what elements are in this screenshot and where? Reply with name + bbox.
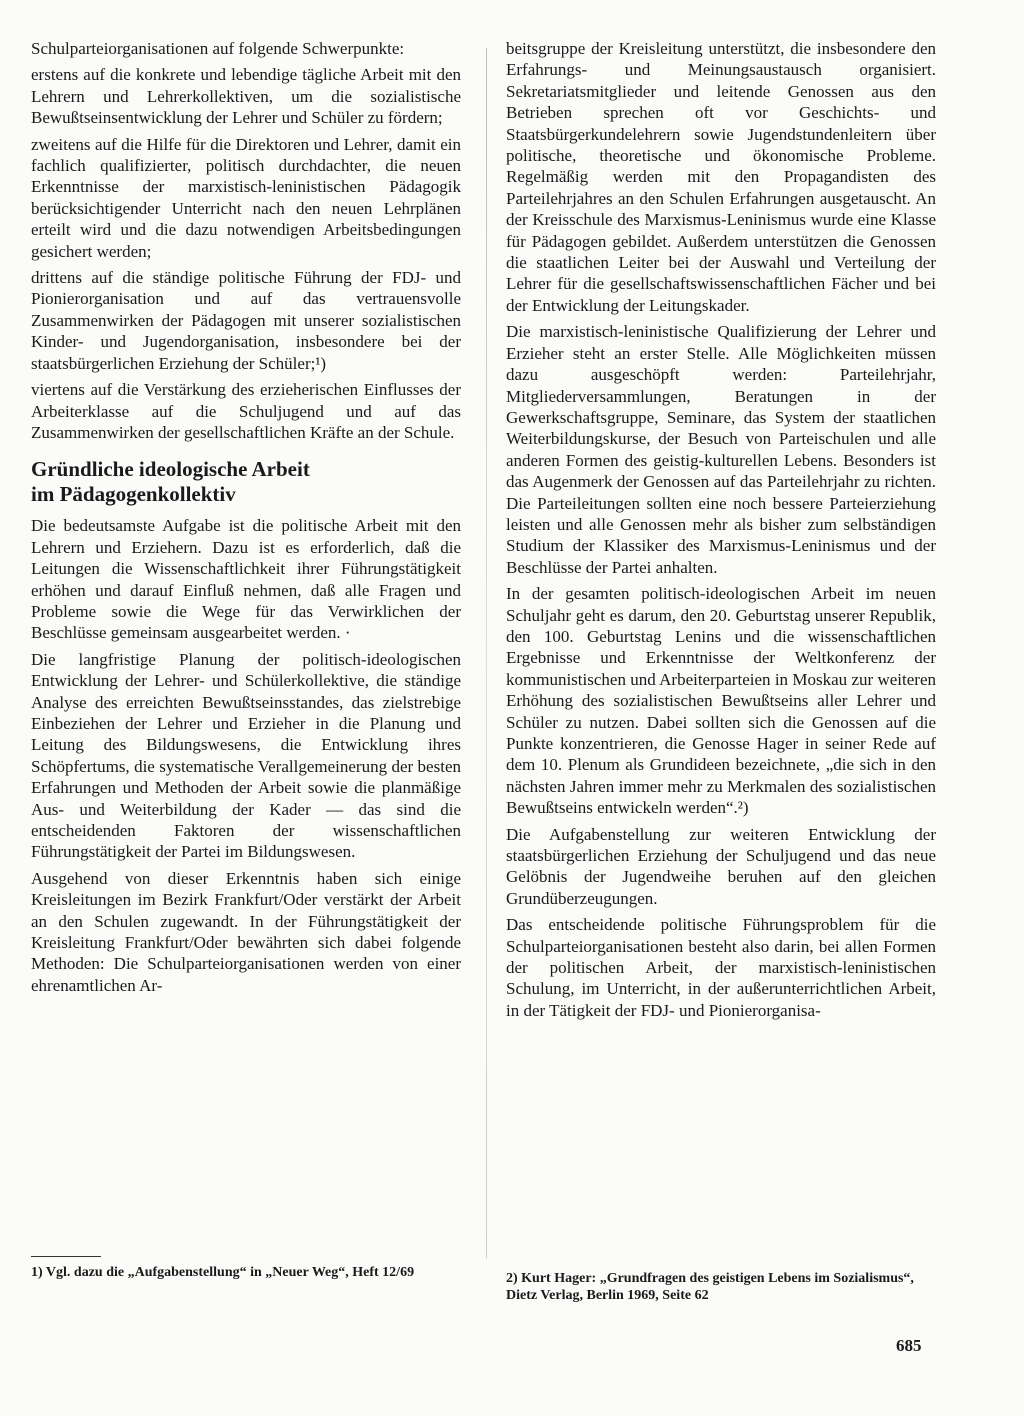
footnote-rule-left xyxy=(31,1256,101,1257)
left-paragraph: erstens auf die konkrete und lebendige tägliche Arbeit mit den Lehrern und Lehrerkollektiven, um die sozialistische Bewußtseinsentwicklung der Lehrer und Schüler zu fördern; xyxy=(31,65,461,128)
right-paragraph: beitsgruppe der Kreisleitung unterstützt, die insbesondere den Erfahrungs- und Meinungsaustausch organisiert. Sekretariatsmitglieder und leitende Genossen aus den Betrieben sprechen oft vor Geschichts- und Staatsbürgerkundelehrern sowie Jugendstundenleitern über politische, theoretische und ökonomische Probleme. Regelmäßig werden mit den Propagandisten des Parteilehrjahres an den Schulen Erfahrungen ausgetauscht. An der Kreisschule des Marxismus-Leninismus wurde eine Klasse für Pädagogen gebildet. Außerdem unterstützen die Genossen die staatlichen Leiter bei der Auswahl und Verteilung der Lehrer für die gesellschaftswissenschaftlichen Fächer und bei der Entwicklung der Leitungskader. xyxy=(506,39,936,315)
left-paragraph: drittens auf die ständige politische Führung der FDJ- und Pionierorganisation und auf das vertrauensvolle Zusammenwirken der Pädagogen mit unserer sozialistischen Kinder- und Jugendorganisation, insbesondere bei der staatsbürgerlichen Erziehung der Schüler;¹) xyxy=(31,268,461,373)
left-paragraph: Die langfristige Planung der politisch-ideologischen Entwicklung der Lehrer- und Schülerkollektive, die ständige Analyse des erreichten Bewußtseinsstandes, das zielstrebige Einbeziehen der Lehrer und Erzieher in die Planung und Leitung des Bildungswesens, die Entwicklung ihres Schöpfertums, die systematische Verallgemeinerung der besten Erfahrungen und Methoden der Arbeit sowie die planmäßige Aus- und Weiterbildung der Kader — das sind die entscheidenden Faktoren der wissenschaftlichen Führungstätigkeit der Partei im Bildungswesen. xyxy=(31,649,461,862)
left-paragraph: Ausgehend von dieser Erkenntnis haben sich einige Kreisleitungen im Bezirk Frankfurt/Oder verstärkt der Arbeit an den Schulen zugewandt. In der Führungstätigkeit der Kreisleitung Frankfurt/Oder bewährten sich dabei folgende Methoden: Die Schulparteiorganisationen werden von einer ehrenamtlichen Ar- xyxy=(31,868,461,995)
section-heading xyxy=(31,457,461,507)
left-paragraph: Schulparteiorganisationen auf folgende Schwerpunkte: xyxy=(31,39,405,58)
right-paragraph: In der gesamten politisch-ideologischen Arbeit im neuen Schuljahr geht es darum, den 20. Geburtstag unserer Republik, den 100. Geburtstag Lenins und die wissenschaftlichen Ergebnisse und Erkenntnisse der Weltkonferenz der kommunistischen und Arbeiterparteien in Moskau zur weiteren Erhöhung des sozialistischen Bewußtseins aller Lehrer und Schüler zu nutzen. Dabei sollten sich die Genossen auf die Punkte konzentrieren, die Genosse Hager in seiner Rede auf dem 10. Plenum als Grundideen bezeichnete, „die sich in den nächsten Jahren immer mehr zu Merkmalen des sozialistischen Bewußtseins entwickeln werden“.²) xyxy=(506,584,936,818)
right-paragraph: Die Aufgabenstellung zur weiteren Entwicklung der staatsbürgerlichen Erziehung der Schuljugend und das neue Gelöbnis der Jugendweihe beruhen auf den gleichen Grundüberzeugungen. xyxy=(506,824,936,908)
column-divider xyxy=(486,48,487,1258)
right-paragraph: Das entscheidende politische Führungsproblem für die Schulparteiorganisationen besteht also darin, bei allen Formen der politischen Arbeit, der marxistisch-leninistischen Schulung, im Unterricht, in der außerunterrichtlichen Arbeit, in der Tätigkeit der FDJ- und Pionierorganisa- xyxy=(506,915,936,1020)
right-column xyxy=(506,38,936,1026)
left-paragraph: viertens auf die Verstärkung des erzieherischen Einflusses der Arbeiterklasse auf die Schuljugend und auf das Zusammenwirken der gesellschaftlichen Kräfte an der Schule. xyxy=(31,380,461,442)
footnote-left: 1) Vgl. dazu die „Aufgabenstellung“ in „Neuer Weg“, Heft 12/69 xyxy=(31,1265,415,1280)
section-heading-line: im Pädagogenkollektiv xyxy=(31,482,236,507)
right-paragraph: Die marxistisch-leninistische Qualifizierung der Lehrer und Erzieher steht an erster Stelle. Alle Möglichkeiten müssen dazu ausgeschöpft werden: Parteilehrjahr, Mitgliederversammlungen, Beratungen in der Gewerkschaftsgruppe, Seminare, das System der staatlichen Weiterbildungskurse, der Besuch von Parteischulen und alle anderen Formen des geistig-kulturellen Lebens. Besonders ist das Augenmerk der Genossen auf das Parteilehrjahr zu richten. Die Parteileitungen sollten eine noch bessere Parteierziehung leisten und alle Genossen mehr als bisher zum selbständigen Studium der Klassiker des Marxismus-Leninismus und der Beschlüsse der Partei anhalten. xyxy=(506,322,936,577)
left-column xyxy=(31,38,461,1001)
page-number: 685 xyxy=(896,1336,922,1355)
footnote-right: 2) Kurt Hager: „Grundfragen des geistigen Lebens im Sozialismus“, Dietz Verlag, Berlin 1969, Seite 62 xyxy=(506,1271,914,1303)
left-paragraph: zweitens auf die Hilfe für die Direktoren und Lehrer, damit ein fachlich qualifizierter, politisch durchdachter, die neuen Erkenntnisse der marxistisch-leninistischen Pädagogik berücksichtigender Unterricht nach den neuen Lehrplänen erteilt wird und die dazu notwendigen Arbeitsbedingungen gesichert werden; xyxy=(31,134,461,261)
left-paragraph: Die bedeutsamste Aufgabe ist die politische Arbeit mit den Lehrern und Erziehern. Dazu ist es erforderlich, daß die Leitungen die Wissenschaftlichkeit ihrer Führungstätigkeit erhöhen und darauf Einfluß nehmen, daß alle Fragen und Probleme sowie die Wege für das Verwirklichen der Beschlüsse gemeinsam ausgearbeitet werden. · xyxy=(31,516,461,643)
section-heading-line: Gründliche ideologische Arbeit xyxy=(31,457,310,482)
